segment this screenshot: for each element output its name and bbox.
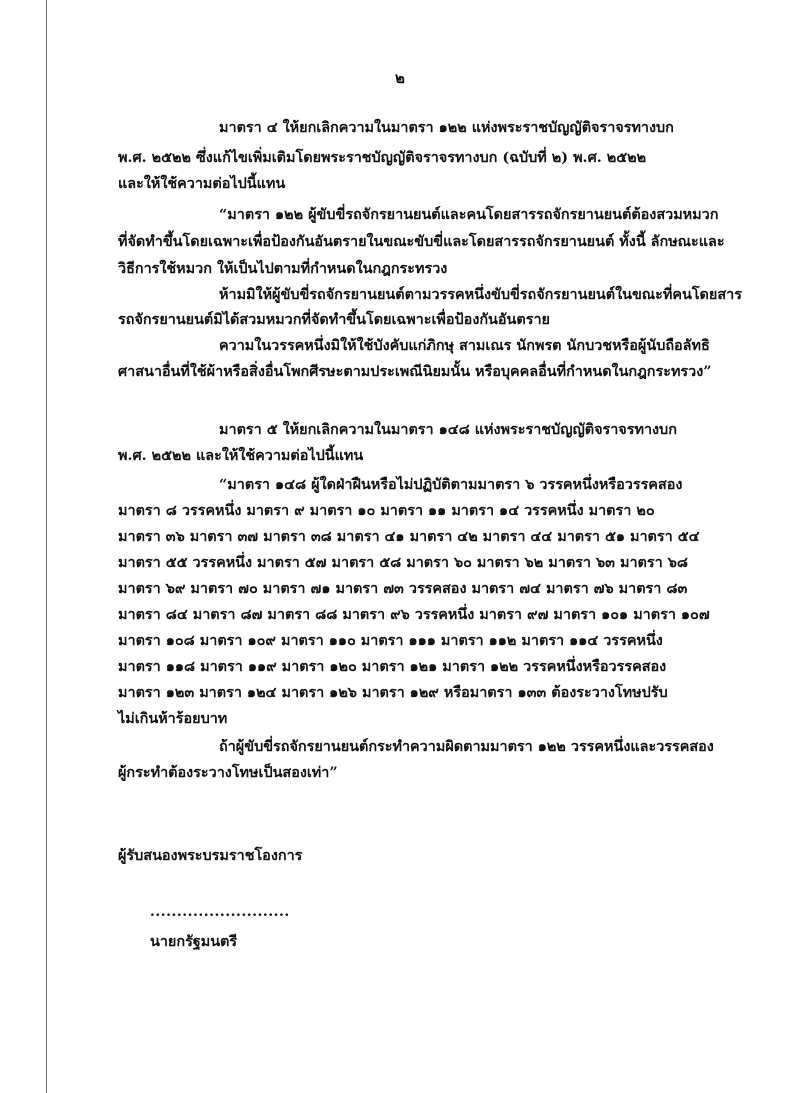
section5-line-12: ไม่เกินห้าร้อยบาท: [118, 710, 228, 727]
section5-line-14: ผู้กระทำต้องระวางโทษเป็นสองเท่า”: [118, 764, 338, 781]
section4-line-5: ที่จัดทำขึ้นโดยเฉพาะเพื่อป้องกันอันตรายในขณะขับขี่และโดยสารรถจักรยานยนต์ ทั้งนี้ ลักษณะและ: [118, 233, 725, 250]
section4-line-4: “มาตรา ๑๒๒ ผู้ขับขี่รถจักรยานยนต์และคนโดยสารรถจักรยานยนต์ต้องสวมหมวก: [219, 206, 719, 223]
page-left-border: [46, 0, 47, 1093]
countersign-label: ผู้รับสนองพระบรมราชโองการ: [118, 847, 303, 864]
section5-line-11: มาตรา ๑๒๓ มาตรา ๑๒๔ มาตรา ๑๒๖ มาตรา ๑๒๙ หรือมาตรา ๑๓๓ ต้องระวางโทษปรับ: [118, 684, 668, 701]
section4-line-1: มาตรา ๔ ให้ยกเลิกความในมาตรา ๑๒๒ แห่งพระราชบัญญัติจราจรทางบก: [219, 119, 674, 136]
section4-line-7: ห้ามมิให้ผู้ขับขี่รถจักรยานยนต์ตามวรรคหนึ่งขับขี่รถจักรยานยนต์ในขณะที่คนโดยสาร: [219, 286, 742, 303]
section5-line-2: พ.ศ. ๒๕๒๒ และให้ใช้ความต่อไปนี้แทน: [118, 447, 364, 464]
section4-line-10: ศาสนาอื่นที่ใช้ผ้าหรือสิ่งอื่นโพกศีรษะตามประเพณีนิยมนั้น หรือบุคคลอื่นที่กำหนดในกฎกระทรวง”: [118, 363, 712, 380]
section5-line-8: มาตรา ๘๔ มาตรา ๘๗ มาตรา ๘๘ มาตรา ๙๖ วรรคหนึ่ง มาตรา ๙๗ มาตรา ๑๐๑ มาตรา ๑๐๗: [118, 606, 710, 623]
section5-line-5: มาตรา ๓๖ มาตรา ๓๗ มาตรา ๓๘ มาตรา ๔๑ มาตรา ๔๒ มาตรา ๔๔ มาตรา ๕๑ มาตรา ๕๔: [118, 528, 700, 545]
section5-line-13: ถ้าผู้ขับขี่รถจักรยานยนต์กระทำความผิดตามมาตรา ๑๒๒ วรรคหนึ่งและวรรคสอง: [219, 738, 714, 755]
section4-line-9: ความในวรรคหนึ่งมิให้ใช้บังคับแก่ภิกษุ สามเณร นักพรต นักบวชหรือผู้นับถือลัทธิ: [219, 337, 710, 354]
section5-line-6: มาตรา ๕๕ วรรคหนึ่ง มาตรา ๕๗ มาตรา ๕๘ มาตรา ๖๐ มาตรา ๖๒ มาตรา ๖๓ มาตรา ๖๘: [118, 554, 688, 571]
section4-line-2: พ.ศ. ๒๕๒๒ ซึ่งแก้ไขเพิ่มเติมโดยพระราชบัญญัติจราจรทางบก (ฉบับที่ ๒) พ.ศ. ๒๕๒๒: [118, 149, 647, 166]
signature-dots: ..........................: [150, 904, 290, 920]
section5-line-7: มาตรา ๖๙ มาตรา ๗๐ มาตรา ๗๑ มาตรา ๗๓ วรรคสอง มาตรา ๗๔ มาตรา ๗๖ มาตรา ๘๓: [118, 580, 688, 597]
section5-line-1: มาตรา ๕ ให้ยกเลิกความในมาตรา ๑๔๘ แห่งพระราชบัญญัติจราจรทางบก: [219, 421, 677, 438]
section4-line-6: วิธีการใช้หมวก ให้เป็นไปตามที่กำหนดในกฎกระทรวง: [118, 260, 448, 277]
section5-line-9: มาตรา ๑๐๘ มาตรา ๑๐๙ มาตรา ๑๑๐ มาตรา ๑๑๑ มาตรา ๑๑๒ มาตรา ๑๑๔ วรรคหนึ่ง: [118, 632, 663, 649]
section4-line-3: และให้ใช้ความต่อไปนี้แทน: [118, 175, 286, 192]
section5-line-3: “มาตรา ๑๔๘ ผู้ใดฝ่าฝืนหรือไม่ปฏิบัติตามมาตรา ๖ วรรคหนึ่งหรือวรรคสอง: [219, 476, 683, 493]
page-number: ๒: [395, 69, 405, 87]
section4-line-8: รถจักรยานยนต์มิได้สวมหมวกที่จัดทำขึ้นโดยเฉพาะเพื่อป้องกันอันตราย: [118, 311, 550, 328]
section5-line-10: มาตรา ๑๑๘ มาตรา ๑๑๙ มาตรา ๑๒๐ มาตรา ๑๒๑ มาตรา ๑๒๒ วรรคหนึ่งหรือวรรคสอง: [118, 658, 667, 675]
section5-line-4: มาตรา ๘ วรรคหนึ่ง มาตรา ๙ มาตรา ๑๐ มาตรา ๑๑ มาตรา ๑๔ วรรคหนึ่ง มาตรา ๒๐: [118, 502, 655, 519]
signatory-title: นายกรัฐมนตรี: [150, 933, 238, 950]
